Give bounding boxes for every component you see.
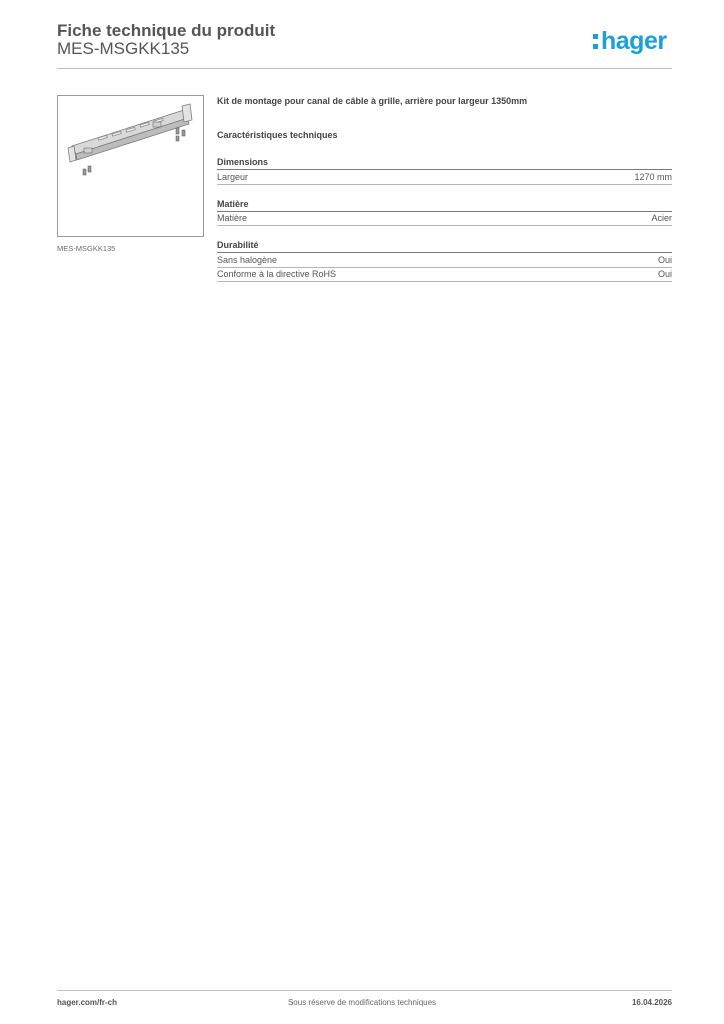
spec-row [217,212,672,227]
spec-label: Matière [217,213,248,223]
header-divider [57,68,672,69]
product-details [217,96,672,282]
spec-row [217,253,672,268]
footer-website-link[interactable]: hager.com/fr-ch [57,998,118,1007]
spec-row [217,170,672,185]
section-title: Matière [217,199,672,212]
spec-value: Oui [657,254,672,265]
mounting-rail-icon [58,96,203,236]
spec-value: Oui [657,269,672,279]
product-description: Kit de montage pour canal de câble à grille, arrière pour largeur 1350mm [217,96,528,106]
footer-notice: Sous réserve de modifications techniques [287,998,437,1007]
spec-label: Sans halogène [217,254,278,265]
section-title: Dimensions [217,157,672,170]
product-image [57,95,204,237]
spec-row [217,268,672,283]
page-title: Fiche technique du produit [57,21,276,40]
spec-label: Conforme à la directive RoHS [217,269,337,279]
product-reference: MES-MSGKK135 [57,39,190,58]
characteristics-heading: Caractéristiques techniques [217,130,338,140]
image-caption: MES-MSGKK135 [57,244,116,253]
section-material [217,199,672,227]
logo-dots-icon [593,34,599,50]
spec-value: 1270 mm [634,171,672,182]
hager-logo [593,27,667,56]
spec-value: Acier [651,213,672,223]
section-title: Durabilité [217,240,672,253]
footer-date: 16.04.2026 [631,998,672,1007]
spec-label: Largeur [217,171,249,182]
section-dimensions [217,157,672,185]
footer-divider [57,990,672,991]
logo-text: hager [601,27,667,55]
section-durability [217,240,672,282]
